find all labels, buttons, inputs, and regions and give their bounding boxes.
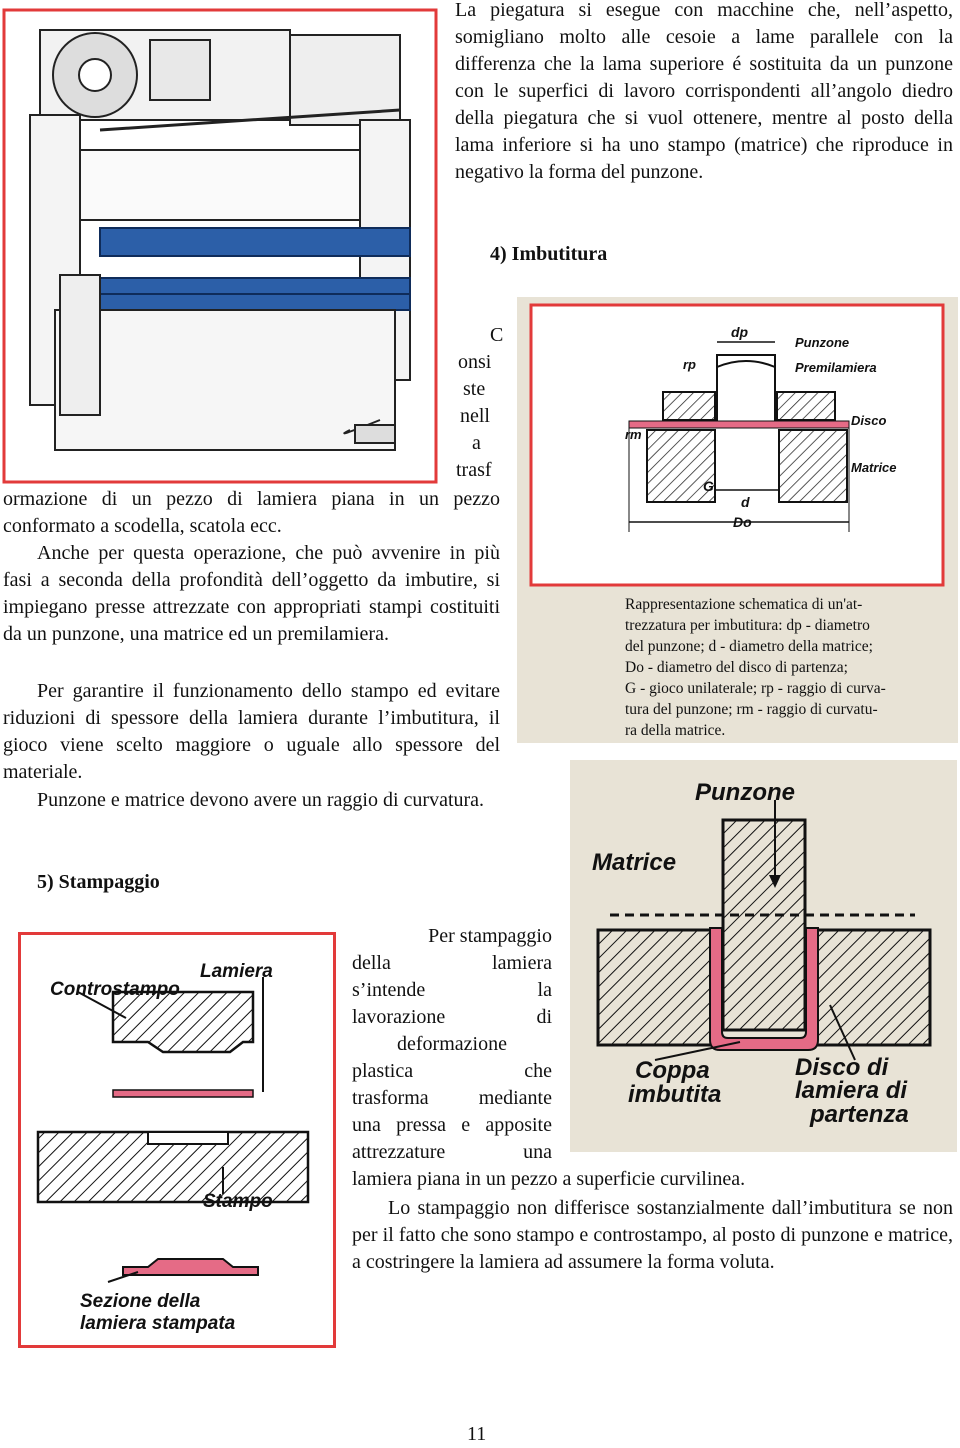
label-disco-1: Disco di	[795, 1054, 889, 1081]
label-sezione-2: lamiera stampata	[80, 1313, 236, 1334]
label-rp: rp	[683, 357, 696, 372]
label-sezione-1: Sezione della	[80, 1291, 201, 1312]
label-G: G	[703, 478, 714, 494]
label-Do: Do	[733, 514, 752, 530]
schematic-caption-7: ra della matrice.	[625, 722, 726, 739]
label-premilamiera: Premilamiera	[795, 360, 877, 375]
stampaggio-narrow-5: deformazione	[397, 1033, 507, 1055]
label-punzone-drawing: Punzone	[695, 779, 795, 806]
label-stampo: Stampo	[203, 1191, 273, 1212]
label-disco: Disco	[851, 413, 887, 428]
stampaggio-p2: Lo stampaggio non differisce sostanzialmente dall’imbutitura se non per il fatto che sono stampo e controstampo, al posto di punzone e matrice, a costringere la lamiera ad assumere la forma voluta.	[352, 1197, 953, 1273]
label-coppa-2: imbutita	[628, 1081, 722, 1108]
label-lamiera: Lamiera	[200, 961, 273, 982]
label-disco-2: lamiera di	[795, 1077, 908, 1104]
press-brake-figure	[0, 0, 446, 488]
stampaggio-heading: 5) Stampaggio	[37, 871, 160, 893]
label-punzone-schematic: Punzone	[795, 335, 850, 350]
stampaggio-narrow-9: attrezzature una	[352, 1141, 552, 1163]
stampaggio-drawing	[18, 932, 336, 1348]
stampaggio-narrow-3: s’intende la	[352, 979, 552, 1001]
page-number: 11	[467, 1423, 487, 1445]
imbutitura-drawing-figure	[570, 760, 957, 1152]
imbutitura-wrap-6: trasf	[456, 459, 492, 481]
imbutitura-heading: 4) Imbutitura	[490, 243, 608, 265]
label-matrice-drawing: Matrice	[592, 849, 677, 876]
imbutitura-p4: Punzone e matrice devono avere un raggio di curvatura.	[37, 789, 485, 811]
stampaggio-narrow-8: una pressa e apposite	[352, 1114, 552, 1136]
stampaggio-narrow-7: trasforma mediante	[352, 1087, 552, 1109]
schematic-caption-3: del punzone; d - diametro della matrice;	[625, 638, 873, 655]
label-dp: dp	[731, 324, 749, 340]
imbutitura-wrap-1: C	[490, 324, 504, 346]
press-brake-drawing	[0, 0, 446, 488]
imbutitura-drawing	[570, 760, 957, 1152]
imbutitura-p3: Per garantire il funzionamento dello stampo ed evitare riduzioni di spessore della lamiera durante l’imbutitura, il gioco viene scelto maggiore o uguale allo spessore del materiale.	[3, 680, 500, 783]
imbutitura-wrap-2: onsi	[458, 351, 492, 373]
label-d: d	[741, 494, 750, 510]
label-matrice-schematic: Matrice	[851, 460, 897, 475]
schematic-caption-2: trezzatura per imbutitura: dp - diametro	[625, 617, 870, 634]
imbutitura-wrap-3: ste	[463, 378, 486, 400]
stampaggio-figure	[18, 932, 336, 1348]
imbutitura-schematic-drawing	[517, 297, 958, 587]
imbutitura-schematic-figure	[517, 297, 958, 743]
stampaggio-narrow-2: della lamiera	[352, 952, 552, 974]
stampaggio-p1-rest: lamiera piana in un pezzo a superficie curvilinea.	[352, 1168, 746, 1190]
label-controstampo: Controstampo	[50, 979, 180, 1000]
imbutitura-p1-rest: ormazione di un pezzo di lamiera piana in un pezzo conformato a scodella, scatola ecc.	[3, 488, 500, 537]
label-coppa-1: Coppa	[635, 1057, 710, 1084]
label-rm: rm	[625, 427, 642, 442]
imbutitura-wrap-5: a	[472, 432, 481, 454]
stampaggio-narrow-6: plastica che	[352, 1060, 552, 1082]
stampaggio-narrow-4: lavorazione di	[352, 1006, 552, 1028]
intro-paragraph: La piegatura si esegue con macchine che, nell’aspetto, somigliano molto alle cesoie a lame parallele con la differenza che la lama superiore é sostituita da un punzone con le superfici di lavoro corrispondenti all’angolo diedro della piegatura che si vuol ottenere, mentre al posto della lama inferiore si ha uno stampo (matrice) che riproduce in negativo la forma del punzone.	[455, 0, 953, 183]
label-disco-3: partenza	[810, 1101, 909, 1128]
schematic-caption-4: Do - diametro del disco di partenza;	[625, 659, 848, 676]
imbutitura-wrap-4: nell	[460, 405, 490, 427]
imbutitura-p2: Anche per questa operazione, che può avvenire in più fasi a seconda della profondità dell’oggetto da imbutire, si impiegano presse attrezzate con appropriati stampi costituiti da un punzone, una matrice ed un premilamiera.	[3, 542, 500, 645]
schematic-caption-1: Rappresentazione schematica di un'at-	[625, 596, 863, 613]
schematic-caption-6: tura del punzone; rm - raggio di curvatu-	[625, 701, 878, 718]
stampaggio-narrow-1: Per stampaggio	[428, 925, 552, 947]
schematic-caption-5: G - gioco unilaterale; rp - raggio di curva-	[625, 680, 886, 697]
